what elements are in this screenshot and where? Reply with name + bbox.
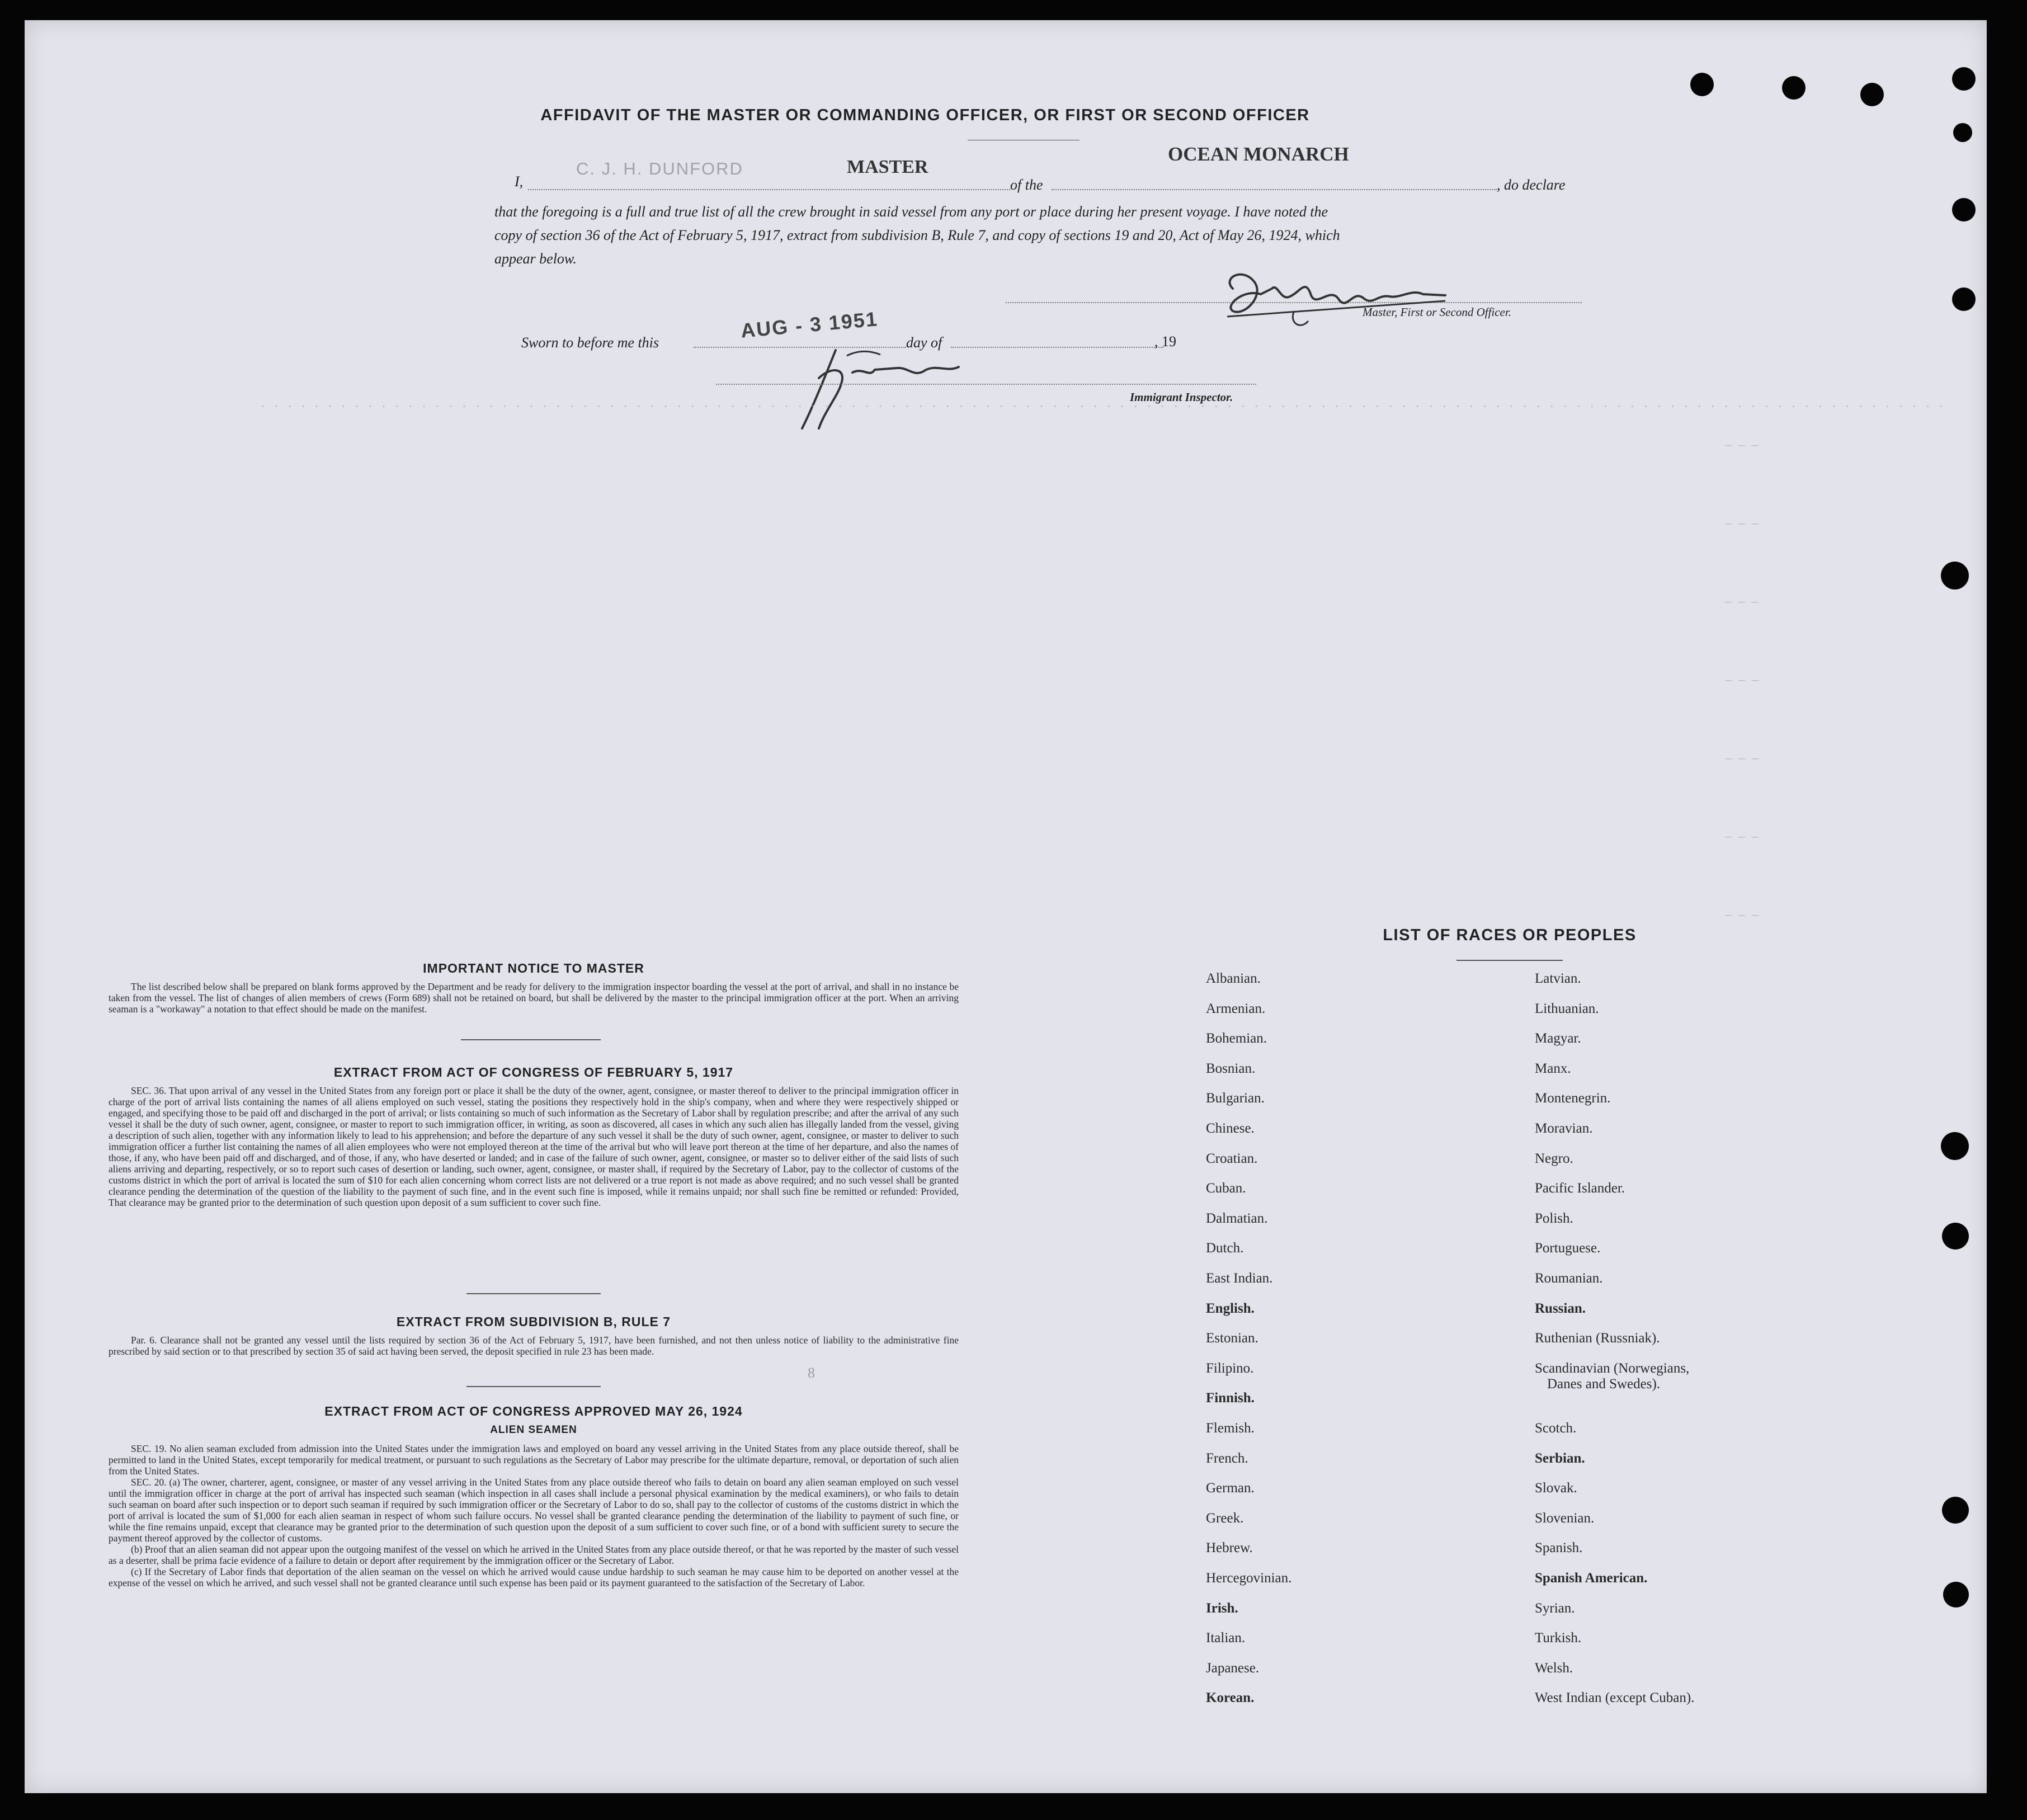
affidavit-heading: AFFIDAVIT OF THE MASTER OR COMMANDING OFFICER, OR FIRST OR SECOND OFFICER <box>540 106 1310 124</box>
race-item: Syrian. <box>1535 1600 1575 1616</box>
race-item: Turkish. <box>1535 1630 1582 1646</box>
race-item: Finnish. <box>1206 1390 1255 1406</box>
affidavit-line: that the foregoing is a full and true list of all the crew brought in said vessel from any port or place during her present voyage. I have noted the <box>494 204 1328 220</box>
race-item: Scandinavian (Norwegians, <box>1535 1360 1690 1376</box>
race-item: Greek. <box>1206 1510 1244 1526</box>
race-item: Spanish. <box>1535 1540 1583 1556</box>
of-the-label: of the <box>1010 177 1043 193</box>
race-item: Bohemian. <box>1206 1031 1267 1046</box>
race-item: Dalmatian. <box>1206 1210 1268 1226</box>
i-label: I, <box>515 173 524 190</box>
day-of-label: day of <box>906 334 942 351</box>
bleed-through: — — — <box>1725 596 1759 609</box>
rank-stamp: MASTER <box>847 157 928 177</box>
race-item: Ruthenian (Russniak). <box>1535 1331 1660 1346</box>
inspector-label: Immigrant Inspector. <box>1130 390 1233 404</box>
rule-7-paragraph: Par. 6. Clearance shall not be granted any vessel until the lists required by section 36 of the Act of February 5, 1917, have been furnished, and not then unless notice of liability to the administrative fine prescribed by said section or to that prescribed by section 35 of said act having been served, the deposit specified in rule 23 has been made. <box>109 1335 959 1357</box>
race-item: German. <box>1206 1480 1255 1496</box>
race-item: Welsh. <box>1535 1660 1573 1676</box>
punch-hole <box>1860 83 1884 106</box>
race-item: Latvian. <box>1535 971 1581 986</box>
race-item: Hercegovinian. <box>1206 1571 1292 1586</box>
race-item: Irish. <box>1206 1600 1238 1616</box>
date-stamp: AUG - 3 1951 <box>739 307 879 342</box>
race-item: Roumanian. <box>1535 1271 1603 1286</box>
race-item: Korean. <box>1206 1690 1255 1706</box>
extract-1924-subtitle: ALIEN SEAMEN <box>490 1424 577 1436</box>
margin-mark: 8 <box>808 1365 815 1381</box>
vessel-line <box>1052 189 1497 190</box>
race-item: English. <box>1206 1300 1255 1316</box>
divider <box>466 1386 601 1387</box>
affidavit-line: copy of section 36 of the Act of February 5, 1917, extract from subdivision B, Rule 7, and copy of sections 19 and 20, Act of May 26, 1924, which <box>494 227 1340 243</box>
master-name-stamp: C. J. H. DUNFORD <box>576 159 743 178</box>
race-item: Chinese. <box>1206 1121 1255 1136</box>
divider <box>461 1039 601 1040</box>
master-name-line <box>528 189 1010 190</box>
race-item: Lithuanian. <box>1535 1001 1599 1016</box>
sworn-label: Sworn to before me this <box>521 334 659 351</box>
race-item: Estonian. <box>1206 1331 1258 1346</box>
race-item: Portuguese. <box>1535 1241 1601 1256</box>
race-item: French. <box>1206 1450 1248 1466</box>
inspector-signature <box>785 333 970 440</box>
race-item: Albanian. <box>1206 971 1261 986</box>
race-item: Moravian. <box>1535 1121 1593 1136</box>
notice-paragraph: The list described below shall be prepared on blank forms approved by the Department and be ready for delivery to the immigration inspector boarding the vessel at the port of arrival, and shall in no instance be taken from the vessel. The list of changes of alien members of crews (Form 689) shall not be retained on board, but shall be delivered by the master to the principal immigration officer at the port. When an arriving seaman is a "workaway" a notation to that effect should be made on the manifest. <box>109 981 959 1015</box>
bleed-through: — — — <box>1725 440 1759 452</box>
race-item: West Indian (except Cuban). <box>1535 1690 1695 1706</box>
punch-hole <box>1941 562 1969 590</box>
punch-hole <box>1942 1223 1969 1250</box>
extract-1924-title: EXTRACT FROM ACT OF CONGRESS APPROVED MAY 26, 1924 <box>324 1404 743 1418</box>
race-item: Polish. <box>1535 1210 1573 1226</box>
race-item: Manx. <box>1535 1060 1571 1076</box>
month-line <box>951 347 1163 348</box>
punch-hole <box>1953 123 1972 142</box>
divider <box>466 1293 601 1294</box>
race-item: Pacific Islander. <box>1535 1181 1625 1196</box>
master-signature-label: Master, First or Second Officer. <box>1363 305 1511 319</box>
punch-hole <box>1782 76 1806 100</box>
race-item: Cuban. <box>1206 1181 1246 1196</box>
sec-20b-paragraph: (b) Proof that an alien seaman did not appear upon the outgoing manifest of the vessel on which he arrived in the United States from any place outside thereof, or that he was reported by the master of such vessel as a deserter, shall be prima facie evidence of a failure to detain or deport after requirement by the immigration officer or the Secretary of Labor. <box>109 1544 959 1566</box>
race-item: Slovak. <box>1535 1480 1577 1496</box>
race-item: Croatian. <box>1206 1151 1258 1166</box>
rule-7-body <box>109 1335 959 1357</box>
race-item: Spanish American. <box>1535 1571 1648 1586</box>
vessel-name: OCEAN MONARCH <box>1168 143 1349 165</box>
extract-1917-title: EXTRACT FROM ACT OF CONGRESS OF FEBRUARY 5, 1917 <box>333 1065 734 1079</box>
bleed-through: — — — <box>1725 753 1759 766</box>
document-page <box>25 20 1987 1793</box>
rule-7-title: EXTRACT FROM SUBDIVISION B, RULE 7 <box>396 1314 671 1329</box>
divider <box>1456 960 1563 961</box>
sec-19-paragraph: SEC. 19. No alien seaman excluded from admission into the United States under the immigration laws and employed on board any vessel arriving in the United States from any place outside thereof, shall be permitted to land in the United States, except temporarily for medical treatment, or pursuant to such regulations as the Secretary of Labor may prescribe for the ultimate departure, removal, or deportation of such alien from the United States. <box>109 1443 959 1477</box>
inspector-signature-line <box>716 384 1256 385</box>
race-item: Japanese. <box>1206 1660 1260 1676</box>
race-item: Armenian. <box>1206 1001 1266 1016</box>
bleed-through: — — — <box>1725 675 1759 687</box>
do-declare-label: , do declare <box>1497 177 1566 193</box>
bleed-through: — — — <box>1725 909 1759 922</box>
race-item: Magyar. <box>1535 1031 1581 1046</box>
race-item: Russian. <box>1535 1300 1586 1316</box>
bleed-through: · · · · · · · · · · · · · · · · · · · · · · · · · · · · · · · · · · · · · · · · · · · · · · · · · · · · · · · · · · · · · · · · · · · · · · · · · · · · · · · · · · · · · · · · · · · · · · · · · · · · · · · · · · · · · · · · · · · · · · · · · · · · · · <box>260 400 1945 413</box>
race-item: Bosnian. <box>1206 1060 1256 1076</box>
race-item: Italian. <box>1206 1630 1246 1646</box>
race-item: Hebrew. <box>1206 1540 1253 1556</box>
bleed-through: — — — <box>1725 831 1759 844</box>
punch-hole <box>1952 67 1976 91</box>
punch-hole <box>1690 73 1714 96</box>
race-item: Scotch. <box>1535 1421 1577 1436</box>
races-title: LIST OF RACES OR PEOPLES <box>1383 926 1637 944</box>
race-item: Negro. <box>1535 1151 1573 1166</box>
notice-body <box>109 981 959 1015</box>
race-item: Montenegrin. <box>1535 1091 1611 1106</box>
sec-20c-paragraph: (c) If the Secretary of Labor finds that deportation of the alien seaman on the vessel on which he arrived would cause undue hardship to such seaman he may cause him to be deported on another vessel at the expense of the vessel on which he arrived, and such vessel shall not be granted clearance until such expense has been paid or its payment guaranteed to the satisfaction of the Secretary of Labor. <box>109 1566 959 1588</box>
extract-1917-body <box>109 1085 959 1208</box>
bleed-through: — — — <box>1725 518 1759 531</box>
race-item: Slovenian. <box>1535 1510 1595 1526</box>
notice-title: IMPORTANT NOTICE TO MASTER <box>423 961 644 975</box>
extract-1924-body <box>109 1443 959 1588</box>
punch-hole <box>1943 1582 1969 1607</box>
race-item: Filipino. <box>1206 1360 1254 1376</box>
affidavit-line: appear below. <box>494 251 577 267</box>
race-item: Dutch. <box>1206 1241 1244 1256</box>
race-item-continuation: Danes and Swedes). <box>1547 1376 1661 1392</box>
sec-20a-paragraph: SEC. 20. (a) The owner, charterer, agent, consignee, or master of any vessel arriving in the United States from any place outside thereof who fails to detain on board any alien seaman employed on such vessel until the immigration officer in charge at the port of arrival has inspected such seaman (which inspection in all cases shall include a personal physical examination by the medical examiners), or who fails to detain such seaman on board after such inspection or to deport such seaman if required by such immigration officer or the Secretary of Labor to do so, shall pay to the collector of customs of the customs district in which the port of arrival is located the sum of $1,000 for each alien seaman in respect of whom such failure occurs. No vessel shall be granted clearance pending the determination of the liability to payment of such fine, or while the fine remains unpaid, except that clearance may be granted prior to the determination of such question upon the deposit of a sum sufficient to cover such fine, or of a bond with sufficient surety to secure the payment thereof approved by the collector of customs. <box>109 1477 959 1544</box>
master-signature <box>1210 255 1468 339</box>
punch-hole <box>1941 1132 1969 1160</box>
race-item: Bulgarian. <box>1206 1091 1265 1106</box>
punch-hole <box>1952 198 1976 221</box>
punch-hole <box>1952 287 1976 311</box>
race-item: Serbian. <box>1535 1450 1585 1466</box>
punch-hole <box>1942 1497 1969 1524</box>
year-prefix: , 19 <box>1154 333 1176 350</box>
extract-1917-paragraph: SEC. 36. That upon arrival of any vessel in the United States from any foreign port or place it shall be the duty of the owner, agent, consignee, or master thereof to deliver to the principal immigration officer in charge of the port of arrival lists containing the names of all aliens employed on such vessel, stating the positions they respectively hold in the ship's company, when and where they were respectively shipped or engaged, and specifying those to be paid off and discharged in the port of arrival; or lists containing so much of such information as the Secretary of Labor shall by regulation prescribe; and after the arrival of any such vessel it shall be the duty of such owner, agent, consignee, or master to report to such immigration officer, in writing, as soon as discovered, all cases in which any such alien has illegally landed from the vessel, giving a description of such alien, together with any information likely to lead to his apprehension; and before the departure of any such vessel it shall be the duty of such owner, agent, consignee, or master to deliver to such immigration officer a further list containing the names of all alien employees who were not employed thereon at the time of the arrival but who will leave port thereon at the time of her departure, and also the names of those, if any, who have been paid off and discharged, and of those, if any, who have deserted or landed; and in case of the failure of such owner, agent, consignee, or master so to deliver either of the said lists of such aliens arriving and departing, respectively, or so to report such cases of desertion or landing, such owner, agent, consignee, or master shall, if required by the Secretary of Labor, pay to the collector of customs of the customs district in which the port of arrival is located the sum of $10 for each alien concerning whom correct lists are not delivered or a true report is not made as above required; and no such vessel shall be granted clearance pending the determination of the question of the liability to the payment of such fine, and in the event such fine is imposed, while it remains unpaid; nor shall such fine be remitted or refunded: Provided, That clearance may be granted prior to the determination of such question upon deposit of a sum sufficient to cover such fine. <box>109 1085 959 1208</box>
race-item: Flemish. <box>1206 1421 1255 1436</box>
race-item: East Indian. <box>1206 1271 1273 1286</box>
